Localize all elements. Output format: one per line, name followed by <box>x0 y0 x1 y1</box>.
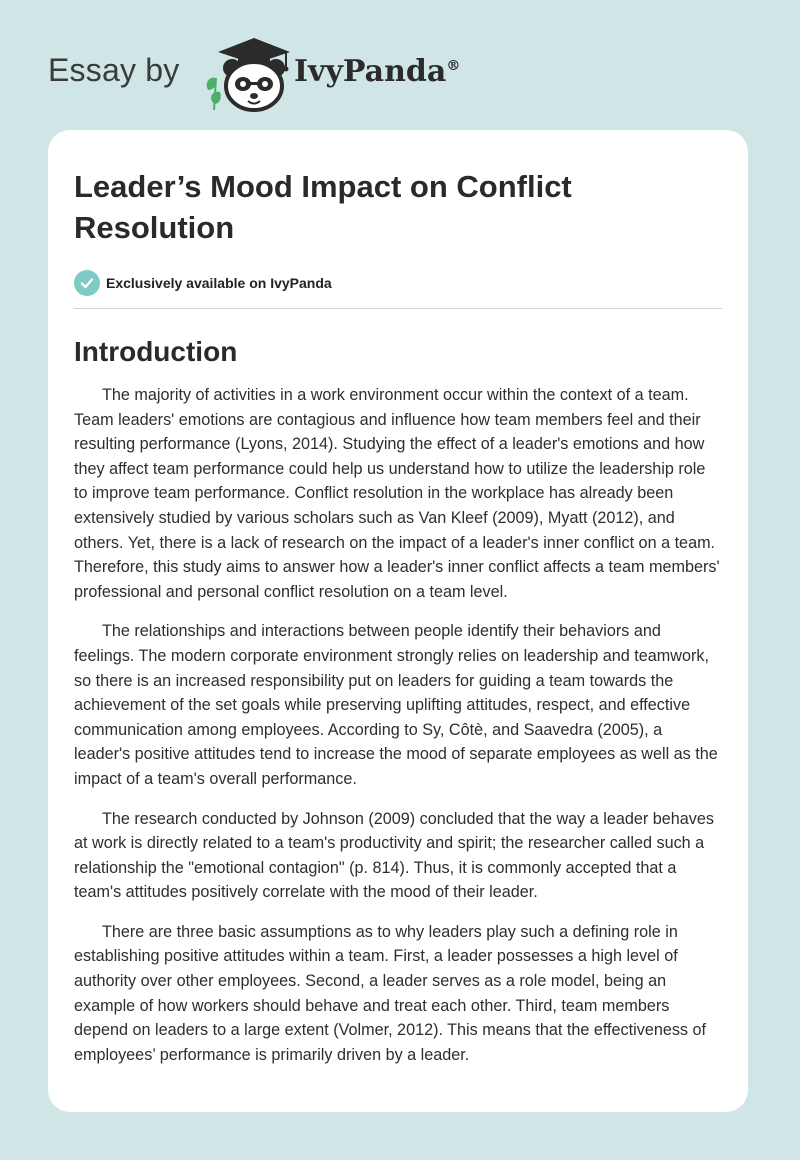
article-title: Leader’s Mood Impact on Conflict Resolution <box>74 169 572 245</box>
paragraph-3: The research conducted by Johnson (2009) concluded that the way a leader behaves at work is directly related to a team's productivity and spirit; the researcher called such a relationship the "emotional contagion" (p. 814). Thus, it is commonly accepted that a team's attitudes positively correlate with the mood of their leader. <box>74 809 714 902</box>
exclusive-badge-label: Exclusively available on IvyPanda <box>106 275 332 291</box>
exclusive-badge <box>74 270 722 296</box>
check-circle-icon <box>74 270 100 296</box>
article-card <box>48 130 748 1112</box>
section-heading: Introduction <box>74 336 238 367</box>
registered-mark: ® <box>446 58 461 74</box>
paragraph-4: There are three basic assumptions as to why leaders play such a defining role in establishing positive attitudes within a team. First, a leader possesses a high level of authority over other employees. Second, a leader serves as a role model, being an example of how workers should behave and treat each other. Third, team members depend on leaders to a large extent (Volmer, 2012). This means that the effectiveness of employees’ performance is primarily driven by a leader. <box>74 922 707 1064</box>
panda-logo-icon[interactable] <box>202 34 298 114</box>
divider <box>74 308 722 309</box>
paragraph-2: The relationships and interactions between people identify their behaviors and feelings. The modern corporate environment strongly relies on leadership and teamwork, so there is an increased responsibility put on leaders for guiding a team towards the achievement of the set goals while preserving uplifting attitudes, respect, and effective communication among employees. According to Sy, Côtè, and Saavedra (2005), a leader's positive attitudes tend to increase the mood of separate employees as well as the impact of a team's overall performance. <box>74 622 718 788</box>
essay-by-label: Essay by <box>48 52 180 88</box>
site-header <box>48 34 648 114</box>
brand-name[interactable]: IvyPanda® <box>294 54 461 89</box>
paragraph-1: The majority of activities in a work environment occur within the context of a team. Team leaders' emotions are contagious and influence how team members feel and their resulting performance (Lyons, 2014). Studying the effect of a leader's emotions and how they affect team performance could help us understand how to utilize the leadership role to improve team performance. Conflict resolution in the workplace has already been extensively studied by various scholars such as Van Kleef (2009), Myatt (2012), and others. Yet, there is a lack of research on the impact of a leader's inner conflict on a team. Therefore, this study aims to answer how a leader's inner conflict affects a team members' professional and personal conflict resolution on a team level. <box>74 386 720 601</box>
